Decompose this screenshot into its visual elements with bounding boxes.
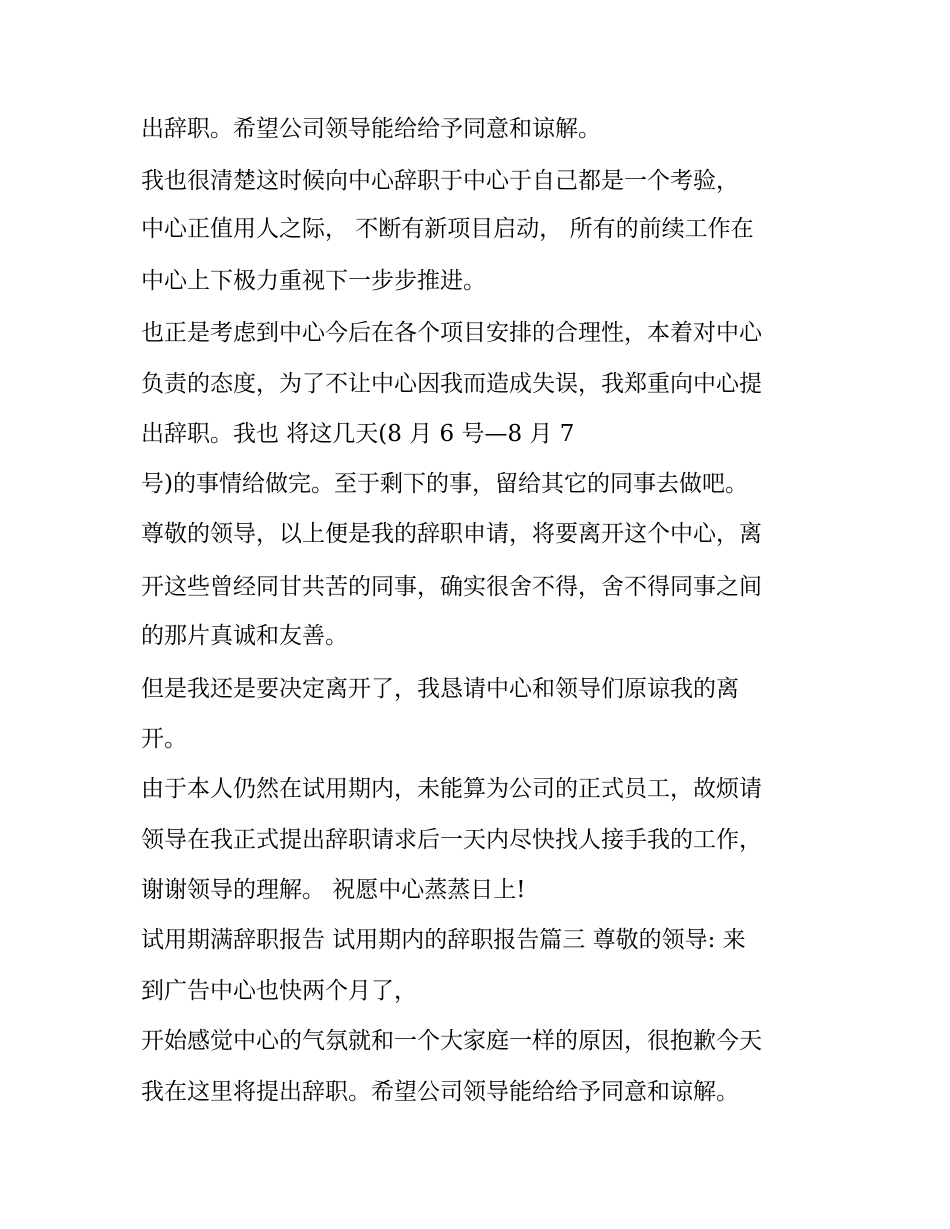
text-line: 谢谢领导的理解。 祝愿中心蒸蒸日上!	[141, 877, 526, 903]
text-line: 但是我还是要决定离开了，我恳请中心和领导们原谅我的离	[141, 676, 739, 702]
text-line: 中心正值用人之际， 不断有新项目启动， 所有的前续工作在	[141, 216, 754, 242]
text-line: 出辞职。希望公司领导能给给予同意和谅解。	[141, 116, 601, 142]
text-line: 开始感觉中心的气氛就和一个大家庭一样的原因，很抱歉今天	[141, 1028, 762, 1054]
text-line: 中心上下极力重视下一步步推进。	[141, 268, 486, 294]
text-line: 的那片真诚和友善。	[141, 623, 348, 649]
text-line: 号)的事情给做完。至于剩下的事，留给其它的同事去做吧。	[141, 471, 748, 497]
text-line: 开。	[141, 726, 187, 752]
text-line: 尊敬的领导，以上便是我的辞职申请，将要离开这个中心，离	[141, 521, 762, 547]
text-line: 由于本人仍然在试用期内，未能算为公司的正式员工，故烦请	[141, 776, 762, 802]
text-line: 领导在我正式提出辞职请求后一天内尽快找人接手我的工作，	[141, 827, 762, 853]
text-line: 也正是考虑到中心今后在各个项目安排的合理性，本着对中心	[141, 320, 762, 346]
text-line: 到广告中心也快两个月了，	[141, 978, 417, 1004]
text-line: 试用期满辞职报告 试用期内的辞职报告篇三 尊敬的领导: 来	[141, 927, 746, 953]
text-line: 我也很清楚这时候向中心辞职于中心于自己都是一个考验，	[141, 168, 739, 194]
text-line: 负责的态度，为了不让中心因我而造成失误，我郑重向中心提	[141, 371, 762, 397]
text-line: 我在这里将提出辞职。希望公司领导能给给予同意和谅解。	[141, 1079, 739, 1105]
text-line: 出辞职。我也 将这几天(8 月 6 号—8 月 7	[141, 421, 575, 447]
text-line: 开这些曾经同甘共苦的同事，确实很舍不得，舍不得同事之间	[141, 574, 762, 600]
